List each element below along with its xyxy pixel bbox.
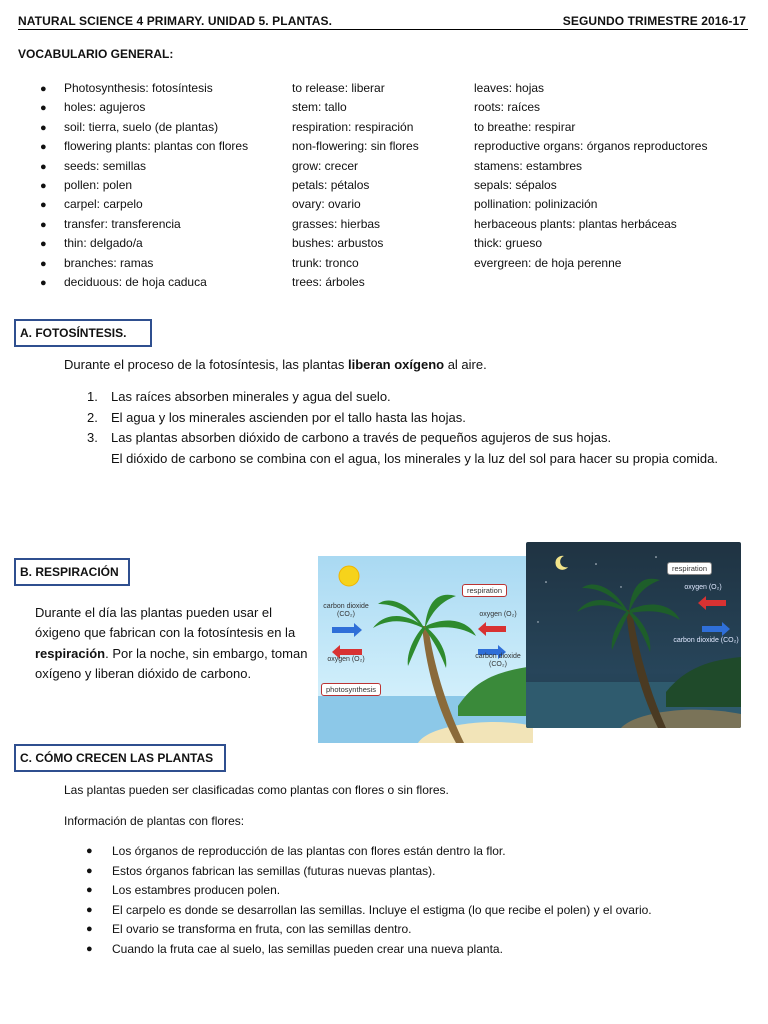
vocab-term: branches: ramas bbox=[64, 255, 154, 270]
bullet-icon: ● bbox=[86, 845, 93, 857]
vocab-term: stem: tallo bbox=[292, 100, 347, 115]
night-o2-in-label: oxygen (O₂) bbox=[684, 584, 722, 591]
vocab-term: respiration: respiración bbox=[292, 119, 414, 134]
step-number: 2. bbox=[87, 409, 98, 425]
vocab-term: thick: grueso bbox=[474, 236, 543, 251]
list-item bbox=[64, 881, 744, 901]
vocab-term: petals: pétalos bbox=[292, 178, 370, 193]
list-item bbox=[87, 428, 727, 469]
intro-text-end: al aire. bbox=[444, 357, 487, 372]
vocabulary-column-2 bbox=[292, 79, 419, 292]
list-item bbox=[64, 842, 744, 862]
section-a-heading bbox=[14, 319, 152, 347]
vocab-term: sepals: sépalos bbox=[474, 178, 557, 193]
day-illustration bbox=[318, 556, 533, 743]
vocab-term: seeds: semillas bbox=[64, 158, 147, 173]
vocab-term: trunk: tronco bbox=[292, 255, 359, 270]
flowering-info-title: Información de plantas con flores: bbox=[64, 814, 245, 828]
vocab-term: bushes: arbustos bbox=[292, 236, 384, 251]
list-item bbox=[87, 408, 727, 429]
night-co2-out-label: carbon dioxide (CO₂) bbox=[673, 637, 739, 644]
vocabulary-bullets bbox=[40, 79, 47, 292]
bullet-icon: ● bbox=[86, 942, 93, 955]
co2-in-label: carbon dioxide (CO₂) bbox=[323, 603, 369, 618]
step-text: Las plantas absorben dióxido de carbono a través de pequeños agujeros de sus hojas. bbox=[111, 430, 612, 445]
vocab-term: holes: agujeros bbox=[64, 100, 146, 115]
step-text: Las raíces absorben minerales y agua del suelo. bbox=[111, 389, 391, 404]
respiration-text bbox=[35, 603, 310, 685]
vocab-term: grow: crecer bbox=[292, 158, 359, 173]
vocab-term: reproductive organs: órganos reproductores bbox=[474, 139, 708, 154]
vocab-term: stamens: estambres bbox=[474, 158, 583, 173]
header-title: NATURAL SCIENCE 4 PRIMARY. UNIDAD 5. PLANTAS. bbox=[18, 14, 333, 28]
section-a-title: A. FOTOSÍNTESIS. bbox=[20, 326, 127, 340]
list-item bbox=[64, 862, 744, 882]
bullet-icon: ● bbox=[86, 923, 93, 936]
vocabulary-title: VOCABULARIO GENERAL: bbox=[18, 47, 174, 61]
bullet-icon: ● bbox=[40, 141, 47, 154]
flowering-plants-list bbox=[64, 842, 744, 960]
vocab-term: carpel: carpelo bbox=[64, 197, 143, 212]
vocab-term: deciduous: de hoja caduca bbox=[64, 275, 207, 290]
step-text: El agua y los minerales ascienden por el tallo hasta las hojas. bbox=[111, 409, 466, 425]
vocab-term: herbaceous plants: plantas herbáceas bbox=[474, 216, 677, 231]
vocab-term: transfer: transferencia bbox=[64, 216, 181, 231]
vocabulary-column-3 bbox=[474, 79, 707, 273]
vocab-term: pollination: polinización bbox=[474, 197, 598, 212]
list-item-text: Cuando la fruta cae al suelo, las semillas pueden crear una nueva planta. bbox=[112, 941, 503, 956]
section-c-title: C. CÓMO CRECEN LAS PLANTAS bbox=[20, 751, 214, 765]
respiration-text-start: Durante el día las plantas pueden usar el óxigeno que fabrican con la fotosíntesis en la bbox=[35, 605, 296, 641]
vocab-term: ovary: ovario bbox=[292, 197, 361, 212]
vocab-term: roots: raíces bbox=[474, 100, 541, 115]
vocab-term: to release: liberar bbox=[292, 81, 385, 95]
list-item-text: Estos órganos fabrican las semillas (futuras nuevas plantas). bbox=[112, 863, 436, 878]
section-b-title: B. RESPIRACIÓN bbox=[20, 565, 119, 579]
section-a-intro bbox=[64, 355, 744, 375]
vocab-term: Photosynthesis: fotosíntesis bbox=[64, 81, 213, 95]
bullet-icon: ● bbox=[40, 257, 47, 270]
intro-text: Durante el proceso de la fotosíntesis, las plantas bbox=[64, 357, 348, 372]
list-item bbox=[64, 920, 744, 940]
list-item-text: Los estambres producen polen. bbox=[112, 883, 281, 898]
bullet-icon: ● bbox=[40, 160, 47, 173]
section-b-heading bbox=[14, 558, 130, 586]
list-item bbox=[64, 901, 744, 921]
classification-text: Las plantas pueden ser clasificadas como plantas con flores o sin flores. bbox=[64, 783, 449, 797]
bullet-icon: ● bbox=[40, 276, 47, 289]
list-item bbox=[64, 940, 744, 960]
intro-emphasis: liberan oxígeno bbox=[348, 357, 445, 372]
o2-in-label: oxygen (O₂) bbox=[479, 611, 517, 618]
step-number: 3. bbox=[87, 430, 98, 445]
bullet-icon: ● bbox=[86, 864, 93, 877]
vocab-term: non-flowering: sin flores bbox=[292, 139, 419, 154]
vocab-term: thin: delgado/a bbox=[64, 236, 143, 251]
vocab-term: pollen: polen bbox=[64, 178, 133, 193]
header-term: SEGUNDO TRIMESTRE 2016-17 bbox=[562, 14, 746, 28]
bullet-icon: ● bbox=[40, 238, 47, 251]
bullet-icon: ● bbox=[40, 121, 47, 134]
bullet-icon: ● bbox=[40, 83, 47, 95]
vocab-term: to breathe: respirar bbox=[474, 119, 576, 134]
night-illustration bbox=[526, 542, 741, 728]
list-item-text: El carpelo es donde se desarrollan las semillas. Incluye el estigma (lo que recibe el polen) y el ovario. bbox=[112, 902, 652, 917]
vocab-term: flowering plants: plantas con flores bbox=[64, 139, 249, 154]
vocab-term: leaves: hojas bbox=[474, 81, 545, 95]
bullet-icon: ● bbox=[86, 903, 93, 916]
section-c-heading bbox=[14, 744, 226, 772]
respiration-emphasis: respiración bbox=[35, 645, 106, 661]
co2-out-label: carbon dioxide (CO₂) bbox=[475, 653, 521, 668]
vocab-term: grasses: hierbas bbox=[292, 216, 381, 231]
list-item bbox=[87, 387, 727, 408]
list-item-text: El ovario se transforma en fruta, con las semillas dentro. bbox=[112, 922, 412, 937]
photosynthesis-label: photosynthesis bbox=[321, 683, 381, 696]
vocab-term: evergreen: de hoja perenne bbox=[474, 255, 622, 270]
vocabulary-column-1 bbox=[64, 79, 248, 292]
step-number: 1. bbox=[87, 389, 98, 404]
respiration-text-end: . Por la noche, sin embargo, toman oxígeno y liberan dióxido de carbono. bbox=[35, 645, 308, 682]
o2-out-label: oxygen (O₂) bbox=[327, 656, 365, 663]
list-item-text: Los órganos de reproducción de las plantas con flores están dentro la flor. bbox=[112, 844, 506, 858]
photosynthesis-steps bbox=[87, 387, 727, 469]
bullet-icon: ● bbox=[40, 199, 47, 212]
bullet-icon: ● bbox=[40, 179, 47, 192]
vocab-term: soil: tierra, suelo (de plantas) bbox=[64, 119, 219, 134]
step-continuation: El dióxido de carbono se combina con el agua, los minerales y la luz del sol para hacer su propia comida. bbox=[111, 450, 719, 466]
bullet-icon: ● bbox=[86, 884, 93, 897]
bullet-icon: ● bbox=[40, 102, 47, 115]
bullet-icon: ● bbox=[40, 218, 47, 231]
respiration-label: respiration bbox=[462, 584, 507, 597]
night-respiration-label: respiration bbox=[667, 562, 712, 575]
vocab-term: trees: árboles bbox=[292, 275, 365, 290]
